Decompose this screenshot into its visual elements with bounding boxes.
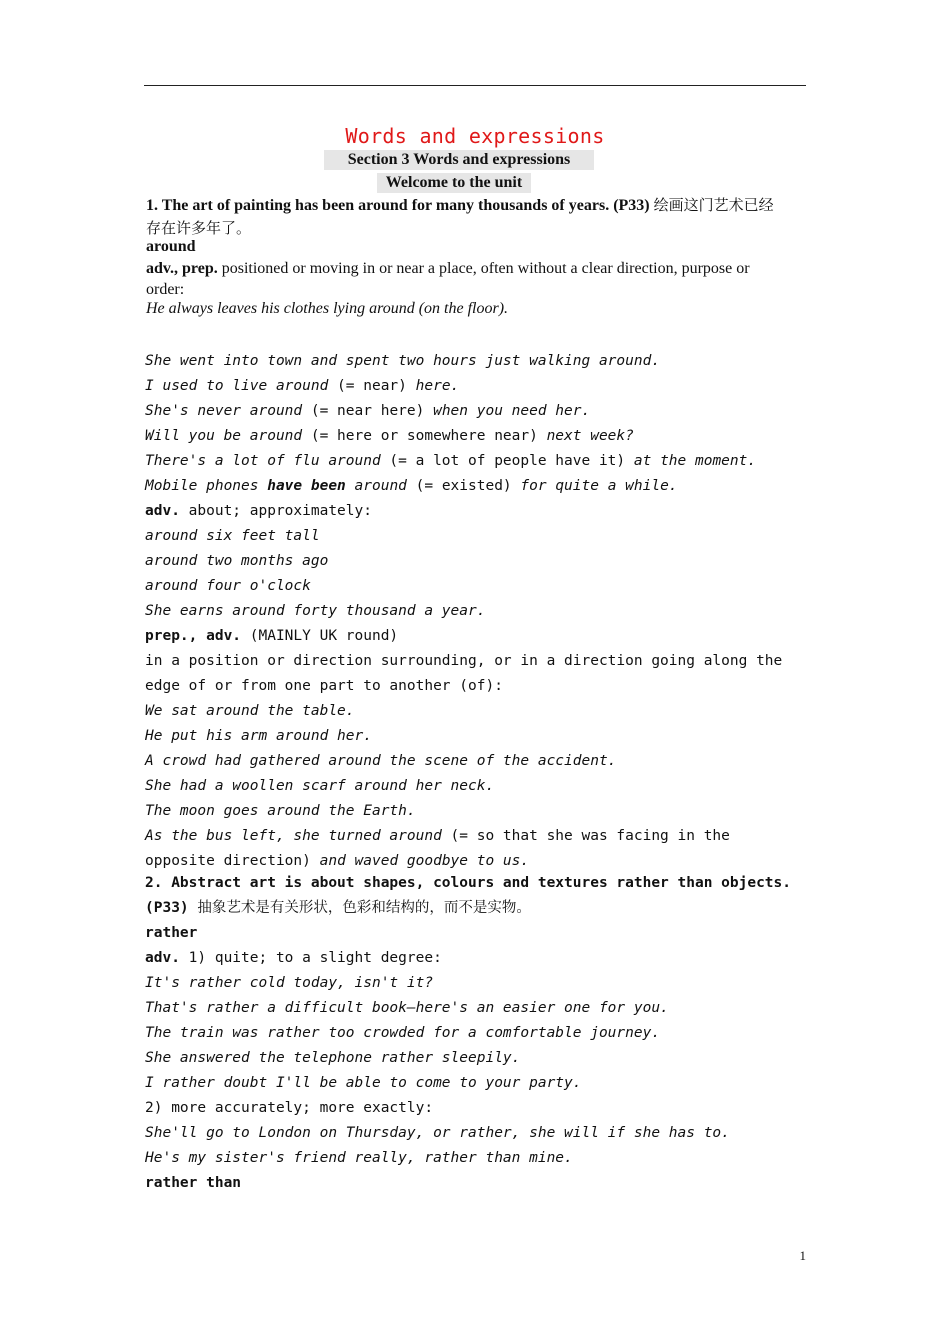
example-text: There's a lot of flu around — [145, 453, 381, 469]
example-text: As the bus left, she turned around — [145, 828, 442, 844]
word-heading-rather: rather — [145, 925, 198, 941]
definition-line — [145, 946, 805, 971]
around-definition-1 — [146, 258, 776, 300]
around-example-1: He always leaves his clothes lying around (on the floor). — [146, 300, 509, 317]
example-line: The moon goes around the Earth. — [145, 803, 416, 819]
example-text: I used to live around — [145, 378, 329, 394]
example-gloss: (= a lot of people have it) — [380, 453, 634, 469]
example-line — [145, 349, 805, 374]
example-line: We sat around the table. — [145, 703, 355, 719]
section-heading: Section 3 Words and expressions — [324, 150, 594, 170]
pos-label: adv. — [145, 950, 180, 966]
example-gloss: (= near) — [328, 378, 416, 394]
header-rule — [144, 85, 806, 86]
phrase-heading-rather-than: rather than — [145, 1175, 242, 1191]
around-examples-block — [145, 349, 805, 874]
question-2-translation-line — [145, 896, 805, 921]
definition-text: 1) quite; to a slight degree: — [179, 950, 442, 966]
example-line — [145, 374, 805, 399]
example-text: for quite a while. — [520, 478, 678, 494]
example-line: She'll go to London on Thursday, or rather, she will if she has to. — [145, 1125, 730, 1141]
example-text: Will you be around — [145, 428, 303, 444]
example-line: She answered the telephone rather sleepily. — [145, 1050, 521, 1066]
definition-line: 2) more accurately; more exactly: — [145, 1100, 434, 1116]
pos-label: adv., prep. — [146, 260, 218, 277]
example-line: It's rather cold today, isn't it? — [145, 975, 434, 991]
question-1-translation: 绘画这门艺术已经存在许多年了。 — [146, 196, 774, 237]
pos-label: adv. — [145, 503, 180, 519]
definition-line — [145, 624, 805, 649]
example-gloss: (= near here) — [302, 403, 434, 419]
definition-line — [145, 499, 805, 524]
question-1 — [146, 194, 776, 240]
example-text: Mobile phones — [145, 478, 268, 494]
example-text: when you need her. — [433, 403, 591, 419]
word-heading-around: around — [146, 238, 196, 255]
example-text: at the moment. — [633, 453, 757, 469]
example-line: She had a woollen scarf around her neck. — [145, 778, 495, 794]
page-title: Words and expressions — [345, 124, 605, 148]
example-line: around two months ago — [145, 553, 329, 569]
example-text: around — [345, 478, 407, 494]
example-line: around six feet tall — [145, 528, 320, 544]
question-2-translation: 抽象艺术是有关形状，色彩和结构的，而不是实物。 — [197, 900, 531, 916]
question-1-text: 1. The art of painting has been around for many thousands of years. (P33) — [146, 197, 650, 214]
example-text: here. — [415, 378, 460, 394]
example-line: I rather doubt I'll be able to come to your party. — [145, 1075, 582, 1091]
example-line — [145, 449, 805, 474]
example-text: She went into town and spent two hours just walking around. — [145, 353, 661, 369]
emphasis-text: have been — [267, 478, 346, 494]
example-gloss: (= so that she was facing in the opposite direction) — [145, 828, 730, 869]
example-line — [145, 824, 805, 874]
example-line: A crowd had gathered around the scene of the accident. — [145, 753, 617, 769]
rather-block — [145, 871, 805, 1196]
definition-text: about; approximately: — [179, 503, 372, 519]
question-2: 2. Abstract art is about shapes, colours and textures rather than objects. — [145, 875, 792, 891]
example-line — [145, 424, 805, 449]
usage-note: (MAINLY UK round) — [241, 628, 399, 644]
example-line: The train was rather too crowded for a comfortable journey. — [145, 1025, 661, 1041]
pos-label: prep., adv. — [145, 628, 242, 644]
definition-text: positioned or moving in or near a place, often without a clear direction, purpose or order: — [146, 260, 750, 298]
definition-text: in a position or direction surrounding, or in a direction going along the edge of or from one part to another (of): — [145, 653, 783, 694]
example-gloss: (= existed) — [406, 478, 521, 494]
page-number: 1 — [799, 1248, 806, 1263]
example-line: He's my sister's friend really, rather than mine. — [145, 1150, 573, 1166]
example-text: and waved goodbye to us. — [319, 853, 530, 869]
example-line: That's rather a difficult book—here's an easier one for you. — [145, 1000, 669, 1016]
page-reference: (P33) — [145, 900, 189, 916]
subsection-heading: Welcome to the unit — [377, 173, 531, 193]
example-line — [145, 474, 805, 499]
example-line: He put his arm around her. — [145, 728, 372, 744]
example-gloss: (= here or somewhere near) — [302, 428, 547, 444]
example-line: She earns around forty thousand a year. — [145, 603, 486, 619]
example-line — [145, 399, 805, 424]
example-text: She's never around — [145, 403, 303, 419]
example-text: next week? — [546, 428, 634, 444]
example-line: around four o'clock — [145, 578, 311, 594]
